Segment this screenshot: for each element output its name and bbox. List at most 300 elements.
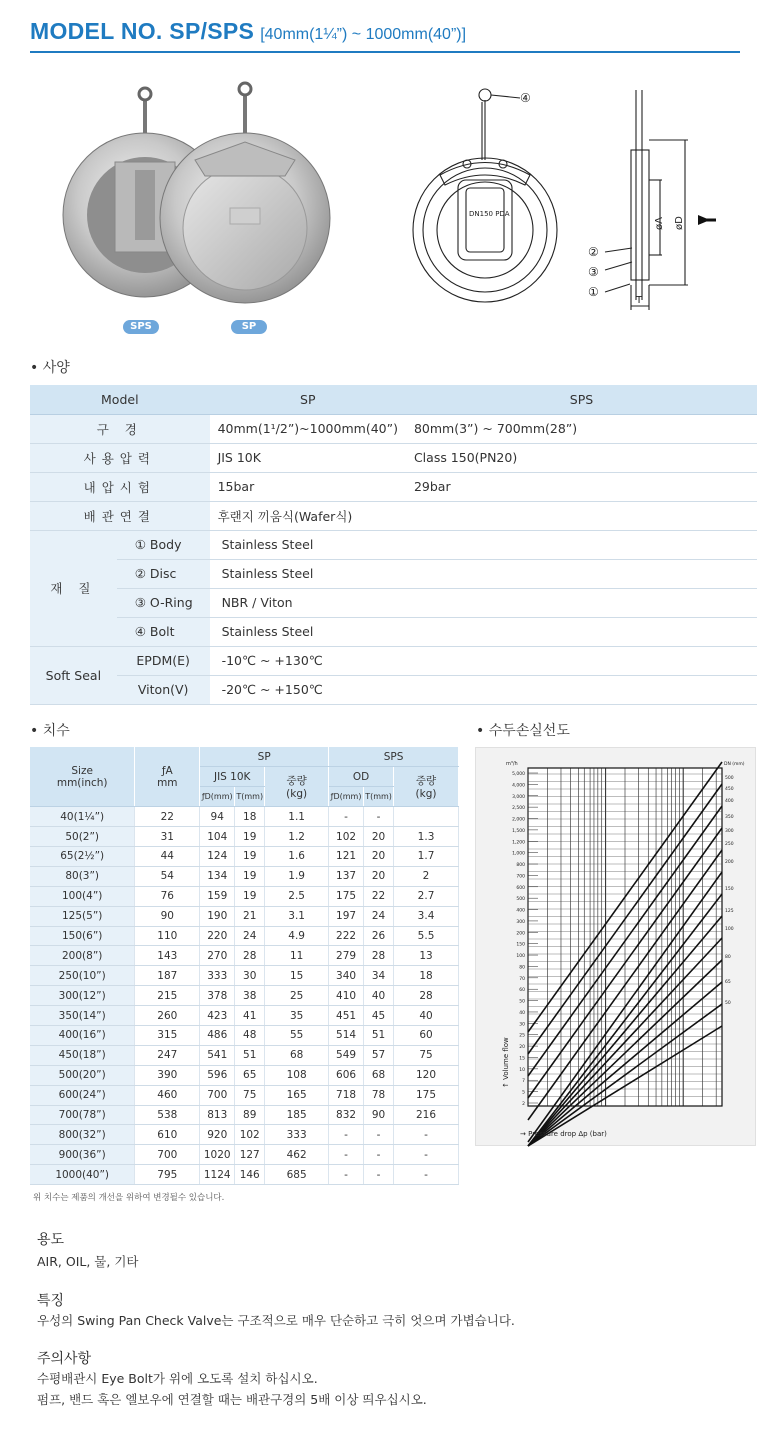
plate-text: DN150 PDA bbox=[469, 210, 510, 218]
table-cell: 48 bbox=[235, 1025, 265, 1045]
size-cell: 125(5”) bbox=[30, 906, 135, 926]
chart-series-label: 400 bbox=[725, 799, 734, 804]
table-cell: 75 bbox=[235, 1085, 265, 1105]
chart-y-tick-label: 1,200 bbox=[512, 840, 525, 846]
table-cell: 1020 bbox=[200, 1145, 235, 1165]
table-cell: 279 bbox=[329, 946, 364, 966]
chart-y-tick-label: 60 bbox=[519, 988, 525, 994]
table-cell: 22 bbox=[135, 807, 200, 827]
spec-row-softseal bbox=[30, 646, 757, 675]
table-cell: 25 bbox=[265, 986, 329, 1006]
table-cell: 28 bbox=[364, 946, 394, 966]
table-cell: - bbox=[394, 1145, 459, 1165]
table-row bbox=[30, 827, 459, 847]
table-row bbox=[30, 846, 459, 866]
table-cell: 127 bbox=[235, 1145, 265, 1165]
table-cell: 34 bbox=[364, 966, 394, 986]
table-cell: 333 bbox=[200, 966, 235, 986]
chart-heading: • 수두손실선도 bbox=[476, 723, 570, 739]
chart-x-label: → Pressure drop Δp (bar) bbox=[520, 1130, 607, 1138]
chart-y-tick-label: 1,000 bbox=[512, 851, 525, 857]
table-cell: 120 bbox=[394, 1065, 459, 1085]
table-cell: - bbox=[364, 1125, 394, 1145]
product-photo bbox=[55, 80, 345, 320]
dim-head-sps: SPS bbox=[329, 747, 459, 767]
table-cell: 89 bbox=[235, 1105, 265, 1125]
spec-row-material bbox=[30, 559, 757, 588]
table-cell: 1124 bbox=[200, 1165, 235, 1185]
softseal-type: Viton(V) bbox=[117, 675, 210, 704]
spec-head-sps: SPS bbox=[406, 385, 757, 414]
size-cell: 1000(40”) bbox=[30, 1165, 135, 1185]
size-cell: 40(1¼”) bbox=[30, 807, 135, 827]
softseal-value: -10℃ ~ +130℃ bbox=[210, 646, 757, 675]
table-cell: 19 bbox=[235, 866, 265, 886]
table-cell: 31 bbox=[135, 827, 200, 847]
chart-y-tick-label: 5 bbox=[522, 1090, 525, 1096]
table-cell: 45 bbox=[364, 1006, 394, 1026]
features-text: 우성의 Swing Pan Check Valve는 구조적으로 매우 단순하고 극히 엇으며 가볍습니다. bbox=[37, 1313, 515, 1328]
table-cell: 30 bbox=[235, 966, 265, 986]
table-cell: 40 bbox=[364, 986, 394, 1006]
material-value: NBR / Viton bbox=[210, 588, 757, 617]
chart-y-tick-label: 1,500 bbox=[512, 828, 525, 834]
table-row bbox=[30, 807, 459, 827]
table-cell: 610 bbox=[135, 1125, 200, 1145]
dim-head-phia: ƒA mm bbox=[135, 747, 200, 807]
chart-y-tick-label: 20 bbox=[519, 1045, 525, 1051]
size-cell: 600(24”) bbox=[30, 1085, 135, 1105]
size-cell: 80(3”) bbox=[30, 866, 135, 886]
table-cell: 197 bbox=[329, 906, 364, 926]
material-value: Stainless Steel bbox=[210, 559, 757, 588]
page-title bbox=[30, 18, 466, 50]
spec-label: 내압시험 bbox=[30, 472, 210, 501]
spec-row-size bbox=[30, 414, 757, 443]
table-row bbox=[30, 1025, 459, 1045]
table-row bbox=[30, 1085, 459, 1105]
spec-heading: • 사양 bbox=[30, 360, 70, 376]
table-cell: - bbox=[329, 1165, 364, 1185]
table-row bbox=[30, 1165, 459, 1185]
table-cell: 1.6 bbox=[265, 846, 329, 866]
table-cell: 11 bbox=[265, 946, 329, 966]
table-cell: 134 bbox=[200, 866, 235, 886]
table-cell: 390 bbox=[135, 1065, 200, 1085]
chart-series-label: 300 bbox=[725, 829, 734, 834]
table-cell: 143 bbox=[135, 946, 200, 966]
table-cell: 340 bbox=[329, 966, 364, 986]
caution-title: 주의사항 bbox=[37, 1351, 92, 1367]
size-cell: 50(2”) bbox=[30, 827, 135, 847]
spec-section-title bbox=[30, 357, 70, 377]
dim-head-jis: JIS 10K bbox=[200, 767, 265, 787]
table-cell: 21 bbox=[235, 906, 265, 926]
phi-a-label: øA bbox=[654, 217, 665, 230]
chart-y-tick-label: 15 bbox=[519, 1056, 525, 1062]
chart-series-label: 500 bbox=[725, 776, 734, 781]
table-cell: 190 bbox=[200, 906, 235, 926]
table-cell: 57 bbox=[364, 1045, 394, 1065]
table-cell: 110 bbox=[135, 926, 200, 946]
table-row bbox=[30, 886, 459, 906]
size-cell: 800(32”) bbox=[30, 1125, 135, 1145]
table-cell: 220 bbox=[200, 926, 235, 946]
table-cell: 75 bbox=[394, 1045, 459, 1065]
material-part: ④ Bolt bbox=[117, 617, 210, 646]
table-cell: 216 bbox=[394, 1105, 459, 1125]
spec-row-material bbox=[30, 617, 757, 646]
table-row bbox=[30, 1125, 459, 1145]
table-cell: 108 bbox=[265, 1065, 329, 1085]
table-cell: 78 bbox=[364, 1085, 394, 1105]
table-cell: 68 bbox=[265, 1045, 329, 1065]
sp-valve bbox=[160, 83, 330, 303]
table-cell: 423 bbox=[200, 1006, 235, 1026]
chart-y-tick-label: 400 bbox=[516, 908, 525, 914]
spec-row-material bbox=[30, 530, 757, 559]
chart-y-tick-label: 2,000 bbox=[512, 817, 525, 823]
table-cell: 410 bbox=[329, 986, 364, 1006]
chart-size-unit: DN (mm) bbox=[724, 762, 745, 767]
table-row bbox=[30, 926, 459, 946]
table-cell: 549 bbox=[329, 1045, 364, 1065]
chart-y-tick-label: 80 bbox=[519, 965, 525, 971]
sp-badge: SP bbox=[231, 320, 267, 334]
table-cell: 104 bbox=[200, 827, 235, 847]
size-cell: 350(14”) bbox=[30, 1006, 135, 1026]
callout-1: ① bbox=[588, 285, 599, 299]
spec-value-sp: 40mm(1¹/2”)~1000mm(40”) bbox=[210, 414, 406, 443]
table-cell: - bbox=[394, 1165, 459, 1185]
table-cell: 1.9 bbox=[265, 866, 329, 886]
table-cell: 378 bbox=[200, 986, 235, 1006]
table-cell: 718 bbox=[329, 1085, 364, 1105]
table-cell: 19 bbox=[235, 827, 265, 847]
size-cell: 300(12”) bbox=[30, 986, 135, 1006]
chart-y-tick-label: 30 bbox=[519, 1022, 525, 1028]
table-cell: 60 bbox=[394, 1025, 459, 1045]
chart-series-label: 450 bbox=[725, 787, 734, 792]
chart-series-label: 50 bbox=[725, 1001, 731, 1006]
table-row bbox=[30, 1065, 459, 1085]
title-divider bbox=[30, 51, 740, 53]
table-cell: 541 bbox=[200, 1045, 235, 1065]
chart-y-tick-label: 600 bbox=[516, 885, 525, 891]
chart-y-tick-label: 150 bbox=[516, 942, 525, 948]
sps-badge: SPS bbox=[123, 320, 159, 334]
spec-row-connection bbox=[30, 501, 757, 530]
phi-d-label: øD bbox=[674, 216, 685, 230]
table-cell: 13 bbox=[394, 946, 459, 966]
table-cell: 333 bbox=[265, 1125, 329, 1145]
chart-y-tick-label: 200 bbox=[516, 931, 525, 937]
table-row bbox=[30, 1006, 459, 1026]
table-cell: 20 bbox=[364, 827, 394, 847]
table-cell: 270 bbox=[200, 946, 235, 966]
table-cell: 24 bbox=[364, 906, 394, 926]
chart-y-tick-label: 70 bbox=[519, 976, 525, 982]
material-label: 재 질 bbox=[30, 530, 117, 646]
table-cell: 90 bbox=[135, 906, 200, 926]
table-cell: 20 bbox=[364, 866, 394, 886]
table-cell: 121 bbox=[329, 846, 364, 866]
table-cell: 28 bbox=[394, 986, 459, 1006]
table-row bbox=[30, 1045, 459, 1065]
material-part: ① Body bbox=[117, 530, 210, 559]
table-cell: 247 bbox=[135, 1045, 200, 1065]
table-cell: 102 bbox=[329, 827, 364, 847]
spec-row-material bbox=[30, 588, 757, 617]
chart-y-tick-label: 50 bbox=[519, 999, 525, 1005]
chart-series-label: 100 bbox=[725, 927, 734, 932]
table-cell: 24 bbox=[235, 926, 265, 946]
softseal-label: Soft Seal bbox=[30, 646, 117, 704]
table-row bbox=[30, 1105, 459, 1125]
table-cell: 2 bbox=[394, 866, 459, 886]
table-cell: 124 bbox=[200, 846, 235, 866]
spec-row-softseal bbox=[30, 675, 757, 704]
callout-4: ④ bbox=[520, 91, 531, 105]
size-cell: 500(20”) bbox=[30, 1065, 135, 1085]
spec-value-both: 후랜지 끼움식(Wafer식) bbox=[210, 501, 757, 530]
table-cell: 40 bbox=[394, 1006, 459, 1026]
spec-header-row bbox=[30, 385, 757, 414]
table-cell: 175 bbox=[329, 886, 364, 906]
table-cell: - bbox=[329, 1125, 364, 1145]
spec-table bbox=[30, 385, 757, 705]
table-cell: 514 bbox=[329, 1025, 364, 1045]
table-cell: 538 bbox=[135, 1105, 200, 1125]
table-cell: 2.7 bbox=[394, 886, 459, 906]
table-cell: - bbox=[364, 1165, 394, 1185]
table-cell: - bbox=[329, 807, 364, 827]
table-cell: - bbox=[364, 807, 394, 827]
table-cell: 26 bbox=[364, 926, 394, 946]
table-cell: 38 bbox=[235, 986, 265, 1006]
headloss-chart-panel bbox=[475, 747, 756, 1146]
chart-y-unit: m³/h bbox=[506, 761, 518, 767]
table-cell: 5.5 bbox=[394, 926, 459, 946]
table-cell: 18 bbox=[235, 807, 265, 827]
chart-y-tick-label: 10 bbox=[519, 1067, 525, 1073]
chart-y-tick-label: 4,000 bbox=[512, 783, 525, 789]
softseal-type: EPDM(E) bbox=[117, 646, 210, 675]
chart-series-label: 250 bbox=[725, 842, 734, 847]
size-cell: 250(10”) bbox=[30, 966, 135, 986]
caution-line-1: 수평배관시 Eye Bolt가 위에 오도록 설치 하십시오. bbox=[37, 1371, 318, 1386]
dim-head-weight-sps: 중량 (kg) bbox=[394, 767, 459, 807]
spec-value-sp: 15bar bbox=[210, 472, 406, 501]
table-cell: 54 bbox=[135, 866, 200, 886]
table-cell: 3.1 bbox=[265, 906, 329, 926]
table-cell: 165 bbox=[265, 1085, 329, 1105]
table-row bbox=[30, 966, 459, 986]
dim-note: 위 치수는 제품의 개선을 위하여 변경될수 있습니다. bbox=[33, 1193, 225, 1203]
chart-series-label: 125 bbox=[725, 909, 734, 914]
table-cell: 41 bbox=[235, 1006, 265, 1026]
table-cell: 2.5 bbox=[265, 886, 329, 906]
table-row bbox=[30, 866, 459, 886]
chart-series-label: 80 bbox=[725, 955, 731, 960]
spec-row-pressure bbox=[30, 443, 757, 472]
t-label: T bbox=[636, 295, 643, 306]
table-cell: 137 bbox=[329, 866, 364, 886]
chart-y-tick-label: 3,000 bbox=[512, 794, 525, 800]
table-cell: 68 bbox=[364, 1065, 394, 1085]
spec-label: 배관연결 bbox=[30, 501, 210, 530]
table-cell: - bbox=[364, 1145, 394, 1165]
table-cell: 460 bbox=[135, 1085, 200, 1105]
spec-head-sp: SP bbox=[210, 385, 406, 414]
dim-head-size: Size mm(inch) bbox=[30, 747, 135, 807]
headloss-chart bbox=[476, 748, 757, 1147]
size-range: [40mm(1¼”) ~ 1000mm(40”)] bbox=[260, 26, 467, 43]
table-cell: 15 bbox=[265, 966, 329, 986]
table-cell: 102 bbox=[235, 1125, 265, 1145]
table-cell: 22 bbox=[364, 886, 394, 906]
spec-row-test bbox=[30, 472, 757, 501]
chart-series-label: 65 bbox=[725, 980, 731, 985]
table-cell: 606 bbox=[329, 1065, 364, 1085]
table-cell: 700 bbox=[135, 1145, 200, 1165]
chart-y-tick-label: 2 bbox=[522, 1102, 525, 1107]
dim-head-od: OD bbox=[329, 767, 394, 787]
table-cell: 19 bbox=[235, 886, 265, 906]
table-cell: 795 bbox=[135, 1165, 200, 1185]
table-cell: 1.2 bbox=[265, 827, 329, 847]
table-cell: 315 bbox=[135, 1025, 200, 1045]
dim-heading: • 치수 bbox=[30, 723, 70, 739]
chart-y-tick-label: 25 bbox=[519, 1033, 525, 1039]
size-cell: 700(78”) bbox=[30, 1105, 135, 1125]
chart-series-label: 350 bbox=[725, 815, 734, 820]
table-cell: 44 bbox=[135, 846, 200, 866]
table-cell: 222 bbox=[329, 926, 364, 946]
spec-value-sps: 29bar bbox=[406, 472, 757, 501]
table-cell: 51 bbox=[235, 1045, 265, 1065]
spec-label: 사용압력 bbox=[30, 443, 210, 472]
table-cell: 187 bbox=[135, 966, 200, 986]
table-cell: 596 bbox=[200, 1065, 235, 1085]
table-cell: 215 bbox=[135, 986, 200, 1006]
material-value: Stainless Steel bbox=[210, 530, 757, 559]
size-cell: 200(8”) bbox=[30, 946, 135, 966]
dim-head-t: T(mm) bbox=[364, 787, 394, 807]
table-cell: 65 bbox=[235, 1065, 265, 1085]
table-cell bbox=[394, 807, 459, 827]
table-cell: 90 bbox=[364, 1105, 394, 1125]
size-cell: 450(18”) bbox=[30, 1045, 135, 1065]
table-row bbox=[30, 906, 459, 926]
spec-value-sp: JIS 10K bbox=[210, 443, 406, 472]
usage-title: 용도 bbox=[37, 1232, 65, 1248]
size-cell: 400(16”) bbox=[30, 1025, 135, 1045]
dimension-table bbox=[30, 747, 459, 1185]
table-cell: 1.7 bbox=[394, 846, 459, 866]
table-cell: 185 bbox=[265, 1105, 329, 1125]
chart-y-tick-label: 2,500 bbox=[512, 806, 525, 812]
table-cell: 20 bbox=[364, 846, 394, 866]
table-cell: 451 bbox=[329, 1006, 364, 1026]
table-cell: 159 bbox=[200, 886, 235, 906]
material-part: ③ O-Ring bbox=[117, 588, 210, 617]
table-cell: 18 bbox=[394, 966, 459, 986]
table-cell: 1.1 bbox=[265, 807, 329, 827]
chart-series-label: 150 bbox=[725, 887, 734, 892]
technical-drawing bbox=[410, 80, 740, 320]
dim-head-t: T(mm) bbox=[235, 787, 265, 807]
spec-value-sps: Class 150(PN20) bbox=[406, 443, 757, 472]
table-cell: 35 bbox=[265, 1006, 329, 1026]
dim-head-weight-sp: 중량 (kg) bbox=[265, 767, 329, 807]
table-row bbox=[30, 986, 459, 1006]
table-cell: 19 bbox=[235, 846, 265, 866]
table-cell: 4.9 bbox=[265, 926, 329, 946]
table-cell: 462 bbox=[265, 1145, 329, 1165]
table-cell: 146 bbox=[235, 1165, 265, 1185]
chart-y-tick-label: 5,000 bbox=[512, 772, 525, 777]
chart-y-tick-label: 800 bbox=[516, 863, 525, 869]
chart-y-tick-label: 40 bbox=[519, 1010, 525, 1016]
features-title: 특징 bbox=[37, 1293, 65, 1309]
table-cell: 920 bbox=[200, 1125, 235, 1145]
chart-series-label: 200 bbox=[725, 860, 734, 865]
size-cell: 65(2½”) bbox=[30, 846, 135, 866]
dim-section-title bbox=[30, 720, 70, 740]
chart-y-tick-label: 700 bbox=[516, 874, 525, 880]
spec-label: 구 경 bbox=[30, 414, 210, 443]
callout-3: ③ bbox=[588, 265, 599, 279]
table-cell: 486 bbox=[200, 1025, 235, 1045]
material-value: Stainless Steel bbox=[210, 617, 757, 646]
softseal-value: -20℃ ~ +150℃ bbox=[210, 675, 757, 704]
size-cell: 900(36”) bbox=[30, 1145, 135, 1165]
spec-head-model: Model bbox=[30, 385, 210, 414]
table-cell: 700 bbox=[200, 1085, 235, 1105]
table-cell: 94 bbox=[200, 807, 235, 827]
size-cell: 100(4”) bbox=[30, 886, 135, 906]
table-cell: 175 bbox=[394, 1085, 459, 1105]
table-row bbox=[30, 1145, 459, 1165]
table-cell: 28 bbox=[235, 946, 265, 966]
caution-line-2: 펌프, 밴드 혹은 엘보우에 연결할 때는 배관구경의 5배 이상 띄우십시오. bbox=[37, 1392, 427, 1407]
usage-text: AIR, OIL, 물, 기타 bbox=[37, 1254, 139, 1269]
table-cell: 3.4 bbox=[394, 906, 459, 926]
table-cell: - bbox=[329, 1145, 364, 1165]
table-cell: 260 bbox=[135, 1006, 200, 1026]
table-row bbox=[30, 946, 459, 966]
chart-y-tick-label: 500 bbox=[516, 897, 525, 903]
model-title: MODEL NO. SP/SPS bbox=[30, 18, 255, 44]
dim-head-d: ƒD(mm) bbox=[329, 787, 364, 807]
callout-2: ② bbox=[588, 245, 599, 259]
chart-y-tick-label: 300 bbox=[516, 919, 525, 925]
chart-y-label: ↑ Volume flow bbox=[502, 1037, 510, 1088]
table-cell: - bbox=[394, 1125, 459, 1145]
chart-section-title bbox=[476, 720, 570, 740]
dim-head-d: ƒD(mm) bbox=[200, 787, 235, 807]
material-part: ② Disc bbox=[117, 559, 210, 588]
chart-y-tick-label: 7 bbox=[522, 1079, 525, 1085]
table-cell: 813 bbox=[200, 1105, 235, 1125]
spec-value-sps: 80mm(3”) ~ 700mm(28”) bbox=[406, 414, 757, 443]
table-cell: 55 bbox=[265, 1025, 329, 1045]
table-cell: 685 bbox=[265, 1165, 329, 1185]
dim-head-sp: SP bbox=[200, 747, 329, 767]
table-cell: 832 bbox=[329, 1105, 364, 1125]
chart-y-tick-label: 100 bbox=[516, 954, 525, 960]
